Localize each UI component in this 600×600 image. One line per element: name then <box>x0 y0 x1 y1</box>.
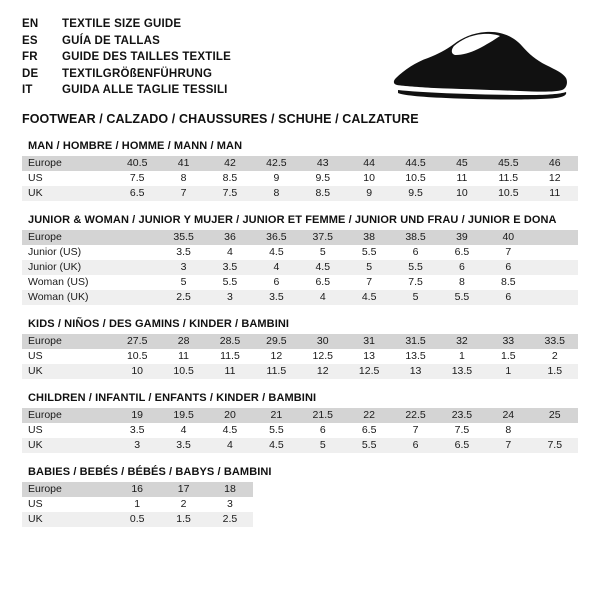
size-table <box>22 482 578 527</box>
cell <box>114 230 160 245</box>
cell: 7.5 <box>439 423 485 438</box>
cell: 13.5 <box>392 349 438 364</box>
cell <box>346 482 392 497</box>
cell: 24 <box>485 408 531 423</box>
cell: 40 <box>485 230 531 245</box>
cell: 9.5 <box>392 186 438 201</box>
cell: 5.5 <box>439 290 485 305</box>
section-babies <box>22 466 578 527</box>
cell: 25 <box>532 408 578 423</box>
section-man <box>22 140 578 201</box>
cell: 17 <box>160 482 206 497</box>
table-row <box>22 171 578 186</box>
cell: 6 <box>392 245 438 260</box>
row-label: US <box>22 349 114 364</box>
cell: 42.5 <box>253 156 299 171</box>
footwear-heading: FOOTWEAR / CALZADO / CHAUSSURES / SCHUHE / CALZATURE <box>22 111 419 126</box>
cell: 1 <box>114 497 160 512</box>
cell: 7.5 <box>207 186 253 201</box>
cell: 4.5 <box>346 290 392 305</box>
cell: 32 <box>439 334 485 349</box>
cell <box>114 245 160 260</box>
cell: 9.5 <box>300 171 346 186</box>
cell: 10.5 <box>160 364 206 379</box>
cell: 8 <box>253 186 299 201</box>
cell <box>300 497 346 512</box>
cell: 10 <box>346 171 392 186</box>
cell: 11 <box>532 186 578 201</box>
cell: 3.5 <box>207 260 253 275</box>
cell: 5.5 <box>253 423 299 438</box>
cell: 22 <box>346 408 392 423</box>
cell: 12 <box>532 171 578 186</box>
cell: 10 <box>114 364 160 379</box>
cell: 6.5 <box>439 438 485 453</box>
cell: 6 <box>485 290 531 305</box>
table-row <box>22 290 578 305</box>
cell: 31 <box>346 334 392 349</box>
language-row <box>22 84 231 101</box>
cell: 3.5 <box>160 438 206 453</box>
cell <box>392 512 438 527</box>
cell: 9 <box>253 171 299 186</box>
cell: 5 <box>160 275 206 290</box>
cell <box>114 275 160 290</box>
language-code: DE <box>22 67 39 80</box>
cell <box>532 275 578 290</box>
section-title: JUNIOR & WOMAN / JUNIOR Y MUJER / JUNIOR ET FEMME / JUNIOR UND FRAU / JUNIOR E DONA <box>28 214 557 226</box>
row-label: Europe <box>22 334 114 349</box>
cell <box>485 482 531 497</box>
cell: 40.5 <box>114 156 160 171</box>
cell: 21.5 <box>300 408 346 423</box>
cell: 11.5 <box>485 171 531 186</box>
cell: 12.5 <box>300 349 346 364</box>
cell: 5.5 <box>392 260 438 275</box>
cell: 7 <box>485 245 531 260</box>
spacer <box>22 453 578 466</box>
cell: 1.5 <box>160 512 206 527</box>
cell: 4.5 <box>207 423 253 438</box>
cell: 7 <box>160 186 206 201</box>
size-tables <box>22 140 578 527</box>
cell: 39 <box>439 230 485 245</box>
spacer <box>22 305 578 318</box>
cell: 3 <box>160 260 206 275</box>
language-row <box>22 68 231 85</box>
cell <box>439 497 485 512</box>
size-table <box>22 156 578 201</box>
cell: 3 <box>207 497 253 512</box>
size-table <box>22 334 578 379</box>
table-row <box>22 408 578 423</box>
cell: 11.5 <box>207 349 253 364</box>
cell: 35.5 <box>160 230 206 245</box>
cell: 11.5 <box>253 364 299 379</box>
cell: 19 <box>114 408 160 423</box>
cell: 6 <box>300 423 346 438</box>
table-row <box>22 482 578 497</box>
table-row <box>22 260 578 275</box>
cell: 43 <box>300 156 346 171</box>
table-row <box>22 334 578 349</box>
cell <box>485 512 531 527</box>
section-title: MAN / HOMBRE / HOMME / MANN / MAN <box>28 140 243 152</box>
cell: 4 <box>300 290 346 305</box>
cell <box>253 512 299 527</box>
cell: 42 <box>207 156 253 171</box>
cell: 38 <box>346 230 392 245</box>
row-label: US <box>22 497 114 512</box>
cell: 21 <box>253 408 299 423</box>
language-row <box>22 51 231 68</box>
cell <box>300 482 346 497</box>
language-row <box>22 35 231 52</box>
row-label: UK <box>22 186 114 201</box>
section-title: KIDS / NIÑOS / DES GAMINS / KINDER / BAMBINI <box>28 318 290 330</box>
cell: 13 <box>392 364 438 379</box>
row-label: US <box>22 171 114 186</box>
cell: 16 <box>114 482 160 497</box>
cell: 27.5 <box>114 334 160 349</box>
cell: 28.5 <box>207 334 253 349</box>
cell <box>439 512 485 527</box>
cell: 8.5 <box>300 186 346 201</box>
cell: 1.5 <box>532 364 578 379</box>
cell: 11 <box>439 171 485 186</box>
cell: 2.5 <box>160 290 206 305</box>
language-title: GUÍA DE TALLAS <box>62 34 160 47</box>
cell: 1 <box>439 349 485 364</box>
document-header <box>22 18 578 126</box>
cell: 28 <box>160 334 206 349</box>
cell: 46 <box>532 156 578 171</box>
language-code: IT <box>22 84 33 96</box>
cell: 11 <box>160 349 206 364</box>
cell: 9 <box>346 186 392 201</box>
cell: 38.5 <box>392 230 438 245</box>
cell <box>346 497 392 512</box>
section-title: BABIES / BEBÉS / BÉBÉS / BABYS / BAMBINI <box>28 466 272 478</box>
table-row <box>22 423 578 438</box>
cell: 2 <box>532 349 578 364</box>
cell: 8 <box>485 423 531 438</box>
language-title: TEXTILE SIZE GUIDE <box>62 18 182 30</box>
language-title: GUIDE DES TAILLES TEXTILE <box>62 51 231 63</box>
row-label: UK <box>22 512 114 527</box>
cell <box>253 482 299 497</box>
cell: 44.5 <box>392 156 438 171</box>
cell: 8 <box>439 275 485 290</box>
cell: 7 <box>346 275 392 290</box>
cell: 6.5 <box>439 245 485 260</box>
section-kids <box>22 318 578 379</box>
table-row <box>22 275 578 290</box>
cell: 45.5 <box>485 156 531 171</box>
cell: 7.5 <box>532 438 578 453</box>
cell: 45 <box>439 156 485 171</box>
cell: 5 <box>392 290 438 305</box>
cell: 4.5 <box>253 245 299 260</box>
cell: 10.5 <box>114 349 160 364</box>
cell <box>485 497 531 512</box>
cell: 4 <box>207 245 253 260</box>
cell: 6 <box>392 438 438 453</box>
cell: 6 <box>253 275 299 290</box>
cell: 31.5 <box>392 334 438 349</box>
table-row <box>22 438 578 453</box>
cell: 13.5 <box>439 364 485 379</box>
cell: 6.5 <box>346 423 392 438</box>
language-row <box>22 18 231 35</box>
cell: 12 <box>253 349 299 364</box>
cell <box>532 497 578 512</box>
cell <box>532 423 578 438</box>
cell: 5.5 <box>346 438 392 453</box>
row-label: Junior (UK) <box>22 260 114 275</box>
cell: 8 <box>160 171 206 186</box>
cell: 7 <box>485 438 531 453</box>
row-label: UK <box>22 438 114 453</box>
row-label: Woman (US) <box>22 275 114 290</box>
language-code: EN <box>22 18 39 30</box>
cell: 5 <box>300 245 346 260</box>
cell: 22.5 <box>392 408 438 423</box>
cell: 5 <box>300 438 346 453</box>
cell: 0.5 <box>114 512 160 527</box>
cell: 5 <box>346 260 392 275</box>
cell <box>346 512 392 527</box>
cell: 4 <box>207 438 253 453</box>
cell <box>392 482 438 497</box>
cell <box>532 482 578 497</box>
size-table <box>22 230 578 305</box>
cell: 1 <box>485 364 531 379</box>
cell: 36 <box>207 230 253 245</box>
cell: 3.5 <box>114 423 160 438</box>
cell: 33 <box>485 334 531 349</box>
section-junior-woman <box>22 214 578 305</box>
language-title: GUIDA ALLE TAGLIE TESSILI <box>62 84 228 96</box>
cell: 6 <box>439 260 485 275</box>
cell: 6 <box>485 260 531 275</box>
language-code: FR <box>22 51 38 63</box>
language-title: TEXTILGRÖßENFÜHRUNG <box>62 67 213 80</box>
cell <box>114 290 160 305</box>
cell <box>114 260 160 275</box>
cell: 2.5 <box>207 512 253 527</box>
cell: 33.5 <box>532 334 578 349</box>
cell <box>532 230 578 245</box>
row-label: Junior (US) <box>22 245 114 260</box>
cell: 12.5 <box>346 364 392 379</box>
row-label: Woman (UK) <box>22 290 114 305</box>
cell: 8.5 <box>207 171 253 186</box>
language-title-list <box>22 18 231 101</box>
section-children <box>22 392 578 453</box>
row-label: Europe <box>22 408 114 423</box>
table-row <box>22 245 578 260</box>
table-row <box>22 349 578 364</box>
cell: 3.5 <box>253 290 299 305</box>
cell: 44 <box>346 156 392 171</box>
cell: 19.5 <box>160 408 206 423</box>
cell: 7.5 <box>392 275 438 290</box>
table-row <box>22 497 578 512</box>
row-label: UK <box>22 364 114 379</box>
cell: 7.5 <box>114 171 160 186</box>
cell: 6.5 <box>114 186 160 201</box>
cell: 7 <box>392 423 438 438</box>
cell: 3 <box>207 290 253 305</box>
cell: 6.5 <box>300 275 346 290</box>
cell: 23.5 <box>439 408 485 423</box>
cell: 4 <box>253 260 299 275</box>
cell: 8.5 <box>485 275 531 290</box>
cell: 13 <box>346 349 392 364</box>
cell: 18 <box>207 482 253 497</box>
cell <box>532 512 578 527</box>
cell: 10 <box>439 186 485 201</box>
cell: 30 <box>300 334 346 349</box>
row-label: US <box>22 423 114 438</box>
cell: 41 <box>160 156 206 171</box>
cell: 20 <box>207 408 253 423</box>
cell: 10.5 <box>392 171 438 186</box>
cell: 5.5 <box>346 245 392 260</box>
table-row <box>22 186 578 201</box>
cell <box>392 497 438 512</box>
cell: 4.5 <box>253 438 299 453</box>
cell: 36.5 <box>253 230 299 245</box>
cell: 3.5 <box>160 245 206 260</box>
spacer <box>22 201 578 214</box>
row-label: Europe <box>22 482 114 497</box>
cell: 1.5 <box>485 349 531 364</box>
cell: 10.5 <box>485 186 531 201</box>
table-row <box>22 364 578 379</box>
cell: 2 <box>160 497 206 512</box>
table-row <box>22 230 578 245</box>
cell: 3 <box>114 438 160 453</box>
cell: 4 <box>160 423 206 438</box>
cell <box>532 245 578 260</box>
row-label: Europe <box>22 156 114 171</box>
cell: 5.5 <box>207 275 253 290</box>
cell: 11 <box>207 364 253 379</box>
spacer <box>22 379 578 392</box>
cell: 29.5 <box>253 334 299 349</box>
cell <box>253 497 299 512</box>
cell <box>439 482 485 497</box>
dress-shoe-icon <box>390 26 570 104</box>
row-label: Europe <box>22 230 114 245</box>
table-row <box>22 512 578 527</box>
language-code: ES <box>22 34 38 47</box>
table-row <box>22 156 578 171</box>
section-title: CHILDREN / INFANTIL / ENFANTS / KINDER / BAMBINI <box>28 392 317 404</box>
cell: 4.5 <box>300 260 346 275</box>
cell <box>300 512 346 527</box>
cell <box>532 290 578 305</box>
size-table <box>22 408 578 453</box>
cell: 37.5 <box>300 230 346 245</box>
cell <box>532 260 578 275</box>
cell: 12 <box>300 364 346 379</box>
